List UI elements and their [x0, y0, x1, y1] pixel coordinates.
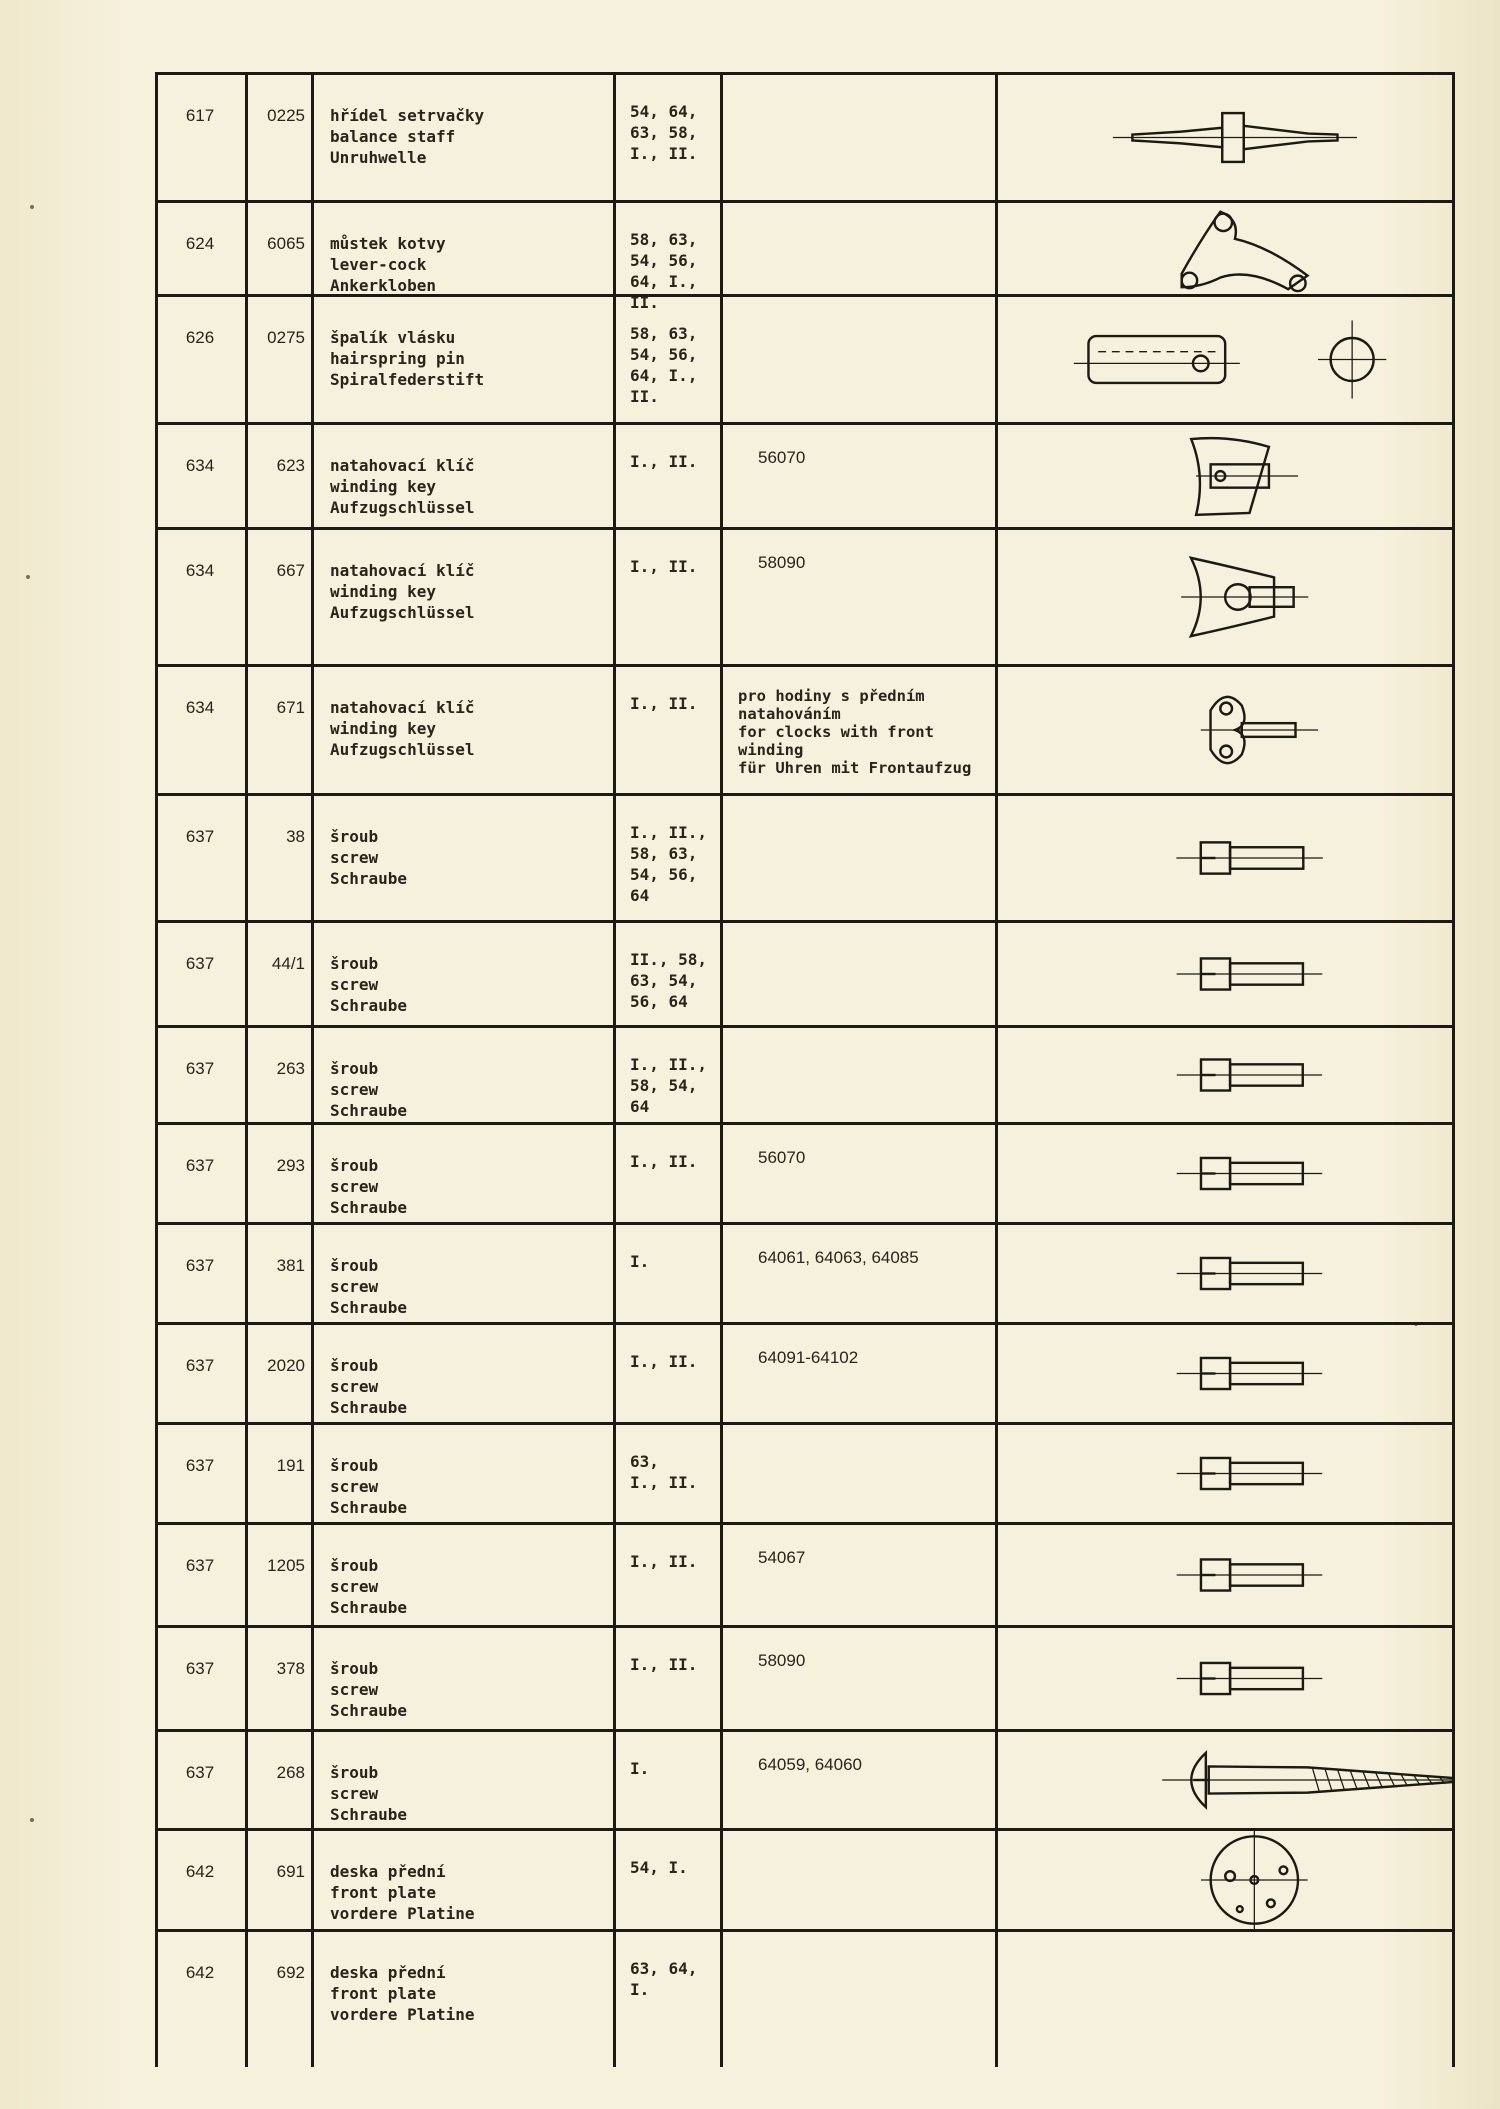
- group-number: 634: [185, 456, 215, 475]
- remark: 64061, 64063, 64085: [758, 1248, 919, 1267]
- wood-screw-icon: [1010, 1732, 1455, 1828]
- remark: [738, 203, 1008, 294]
- remark: pro hodiny s předním natahováním for clocks with front winding für Uhren mit Frontaufzug: [738, 687, 972, 777]
- remark: [738, 75, 1008, 200]
- table-row: [155, 1222, 1455, 1322]
- table-row: [155, 920, 1455, 1025]
- group-number: 637: [185, 1256, 215, 1275]
- model-types: I., II., 58, 63, 54, 56, 64: [630, 823, 708, 905]
- group-number: 637: [185, 1356, 215, 1375]
- part-number: 191: [276, 1456, 305, 1475]
- part-number: 691: [276, 1862, 305, 1881]
- part-number: 0275: [267, 328, 305, 347]
- table-row: [155, 1929, 1455, 2067]
- front-plate-icon: [1010, 1831, 1455, 1929]
- part-name: můstek kotvy lever-cock Ankerkloben: [330, 234, 446, 295]
- remark: 58090: [758, 1651, 806, 1670]
- part-name: šroub screw Schraube: [330, 1059, 408, 1120]
- table-row: [155, 294, 1455, 422]
- model-types: I., II., 58, 54, 64: [630, 1055, 708, 1116]
- part-name: šroub screw Schraube: [330, 1659, 408, 1720]
- paper-speck: [30, 205, 34, 209]
- part-name: šroub screw Schraube: [330, 1456, 408, 1517]
- screw-icon: [1010, 1028, 1455, 1122]
- remark: 54067: [758, 1548, 806, 1567]
- winding-key-icon: [1010, 530, 1455, 664]
- model-types: II., 58, 63, 54, 56, 64: [630, 950, 708, 1011]
- part-number: 38: [286, 827, 305, 846]
- screw-icon: [1010, 1125, 1455, 1222]
- remark: [738, 1831, 1008, 1929]
- part-number: 263: [276, 1059, 305, 1078]
- part-name: deska přední front plate vordere Platine: [330, 1963, 475, 2024]
- table-row: [155, 1625, 1455, 1729]
- model-types: 58, 63, 54, 56, 64, I., II.: [630, 324, 698, 406]
- model-types: 58, 63, 54, 56, 64, I., II.: [630, 230, 698, 312]
- lever-cock-icon: [1010, 203, 1455, 294]
- screw-icon: [1010, 1628, 1455, 1729]
- parts-table: [155, 72, 1455, 2067]
- model-types: 63, 64, I.: [630, 1959, 698, 1999]
- model-types: 63, I., II.: [630, 1452, 698, 1492]
- group-number: 626: [185, 328, 215, 347]
- table-row: [155, 664, 1455, 793]
- remark: 56070: [758, 448, 806, 467]
- part-name: šroub screw Schraube: [330, 827, 408, 888]
- table-row: [155, 1522, 1455, 1625]
- part-number: 671: [276, 698, 305, 717]
- part-number: 623: [276, 456, 305, 475]
- group-number: 637: [185, 1456, 215, 1475]
- screw-icon: [1010, 796, 1455, 920]
- group-number: 637: [185, 1556, 215, 1575]
- model-types: I., II.: [630, 1552, 698, 1571]
- model-types: I., II.: [630, 1352, 698, 1371]
- group-number: 617: [185, 106, 215, 125]
- model-types: I.: [630, 1759, 650, 1778]
- part-number: 378: [276, 1659, 305, 1678]
- part-number: 0225: [267, 106, 305, 125]
- remark: 64091-64102: [758, 1348, 859, 1367]
- paper-speck: [30, 1818, 34, 1822]
- part-name: špalík vlásku hairspring pin Spiralfederstift: [330, 328, 485, 389]
- screw-icon: [1010, 1325, 1455, 1422]
- remark: [738, 796, 1008, 920]
- table-row: [155, 1322, 1455, 1422]
- screw-icon: [1010, 923, 1455, 1025]
- part-name: šroub screw Schraube: [330, 1156, 408, 1217]
- table-row: [155, 422, 1455, 527]
- group-number: 634: [185, 698, 215, 717]
- table-row: [155, 72, 1455, 200]
- part-name: natahovací klíč winding key Aufzugschlüssel: [330, 561, 475, 622]
- remark: [738, 297, 1008, 422]
- group-number: 637: [185, 1059, 215, 1078]
- model-types: I., II.: [630, 694, 698, 713]
- part-number: 293: [276, 1156, 305, 1175]
- screw-icon: [1010, 1225, 1455, 1322]
- group-number: 642: [185, 1862, 215, 1881]
- table-row: [155, 527, 1455, 664]
- part-number: 692: [276, 1963, 305, 1982]
- part-number: 1205: [267, 1556, 305, 1575]
- paper-speck: [26, 575, 30, 579]
- winding-key-icon: [1010, 667, 1455, 793]
- model-types: 54, I.: [630, 1858, 688, 1877]
- group-number: 624: [185, 234, 215, 253]
- group-number: 637: [185, 827, 215, 846]
- part-name: šroub screw Schraube: [330, 1556, 408, 1617]
- part-name: natahovací klíč winding key Aufzugschlüssel: [330, 456, 475, 517]
- part-name: šroub screw Schraube: [330, 1256, 408, 1317]
- group-number: 637: [185, 1659, 215, 1678]
- remark: [738, 1932, 1008, 2067]
- table-row: [155, 793, 1455, 920]
- table-row: [155, 200, 1455, 312]
- model-types: I., II.: [630, 452, 698, 471]
- remark: [738, 1028, 1008, 1122]
- hairspring-pin-icon: [1010, 297, 1455, 422]
- table-row: [155, 1122, 1455, 1222]
- part-number: 6065: [267, 234, 305, 253]
- part-number: 44/1: [271, 954, 305, 973]
- part-name: natahovací klíč winding key Aufzugschlüssel: [330, 698, 475, 759]
- balance-staff-icon: [1010, 75, 1455, 200]
- part-number: 2020: [267, 1356, 305, 1375]
- model-types: I., II.: [630, 557, 698, 576]
- remark: 64059, 64060: [758, 1755, 862, 1774]
- part-name: šroub screw Schraube: [330, 1763, 408, 1824]
- part-name: hřídel setrvačky balance staff Unruhwelle: [330, 106, 485, 167]
- table-row: [155, 1828, 1455, 1929]
- part-name: šroub screw Schraube: [330, 954, 408, 1015]
- table-row: [155, 1025, 1455, 1122]
- group-number: 642: [185, 1963, 215, 1982]
- part-name: šroub screw Schraube: [330, 1356, 408, 1417]
- model-types: I., II.: [630, 1152, 698, 1171]
- part-name: deska přední front plate vordere Platine: [330, 1862, 475, 1923]
- group-number: 637: [185, 1156, 215, 1175]
- group-number: 637: [185, 1763, 215, 1782]
- group-number: 637: [185, 954, 215, 973]
- part-number: 268: [276, 1763, 305, 1782]
- remark: 58090: [758, 553, 806, 572]
- screw-icon: [1010, 1525, 1455, 1625]
- part-number: 381: [276, 1256, 305, 1275]
- screw-icon: [1010, 1425, 1455, 1522]
- model-types: I., II.: [630, 1655, 698, 1674]
- model-types: 54, 64, 63, 58, I., II.: [630, 102, 698, 163]
- remark: [738, 1425, 1008, 1522]
- group-number: 634: [185, 561, 215, 580]
- winding-key-icon: [1010, 425, 1455, 527]
- table-row: [155, 1422, 1455, 1522]
- figure-cell: [1010, 1932, 1455, 2067]
- part-number: 667: [276, 561, 305, 580]
- remark: [738, 923, 1008, 1025]
- table-row: [155, 1729, 1455, 1828]
- model-types: I.: [630, 1252, 650, 1271]
- remark: 56070: [758, 1148, 806, 1167]
